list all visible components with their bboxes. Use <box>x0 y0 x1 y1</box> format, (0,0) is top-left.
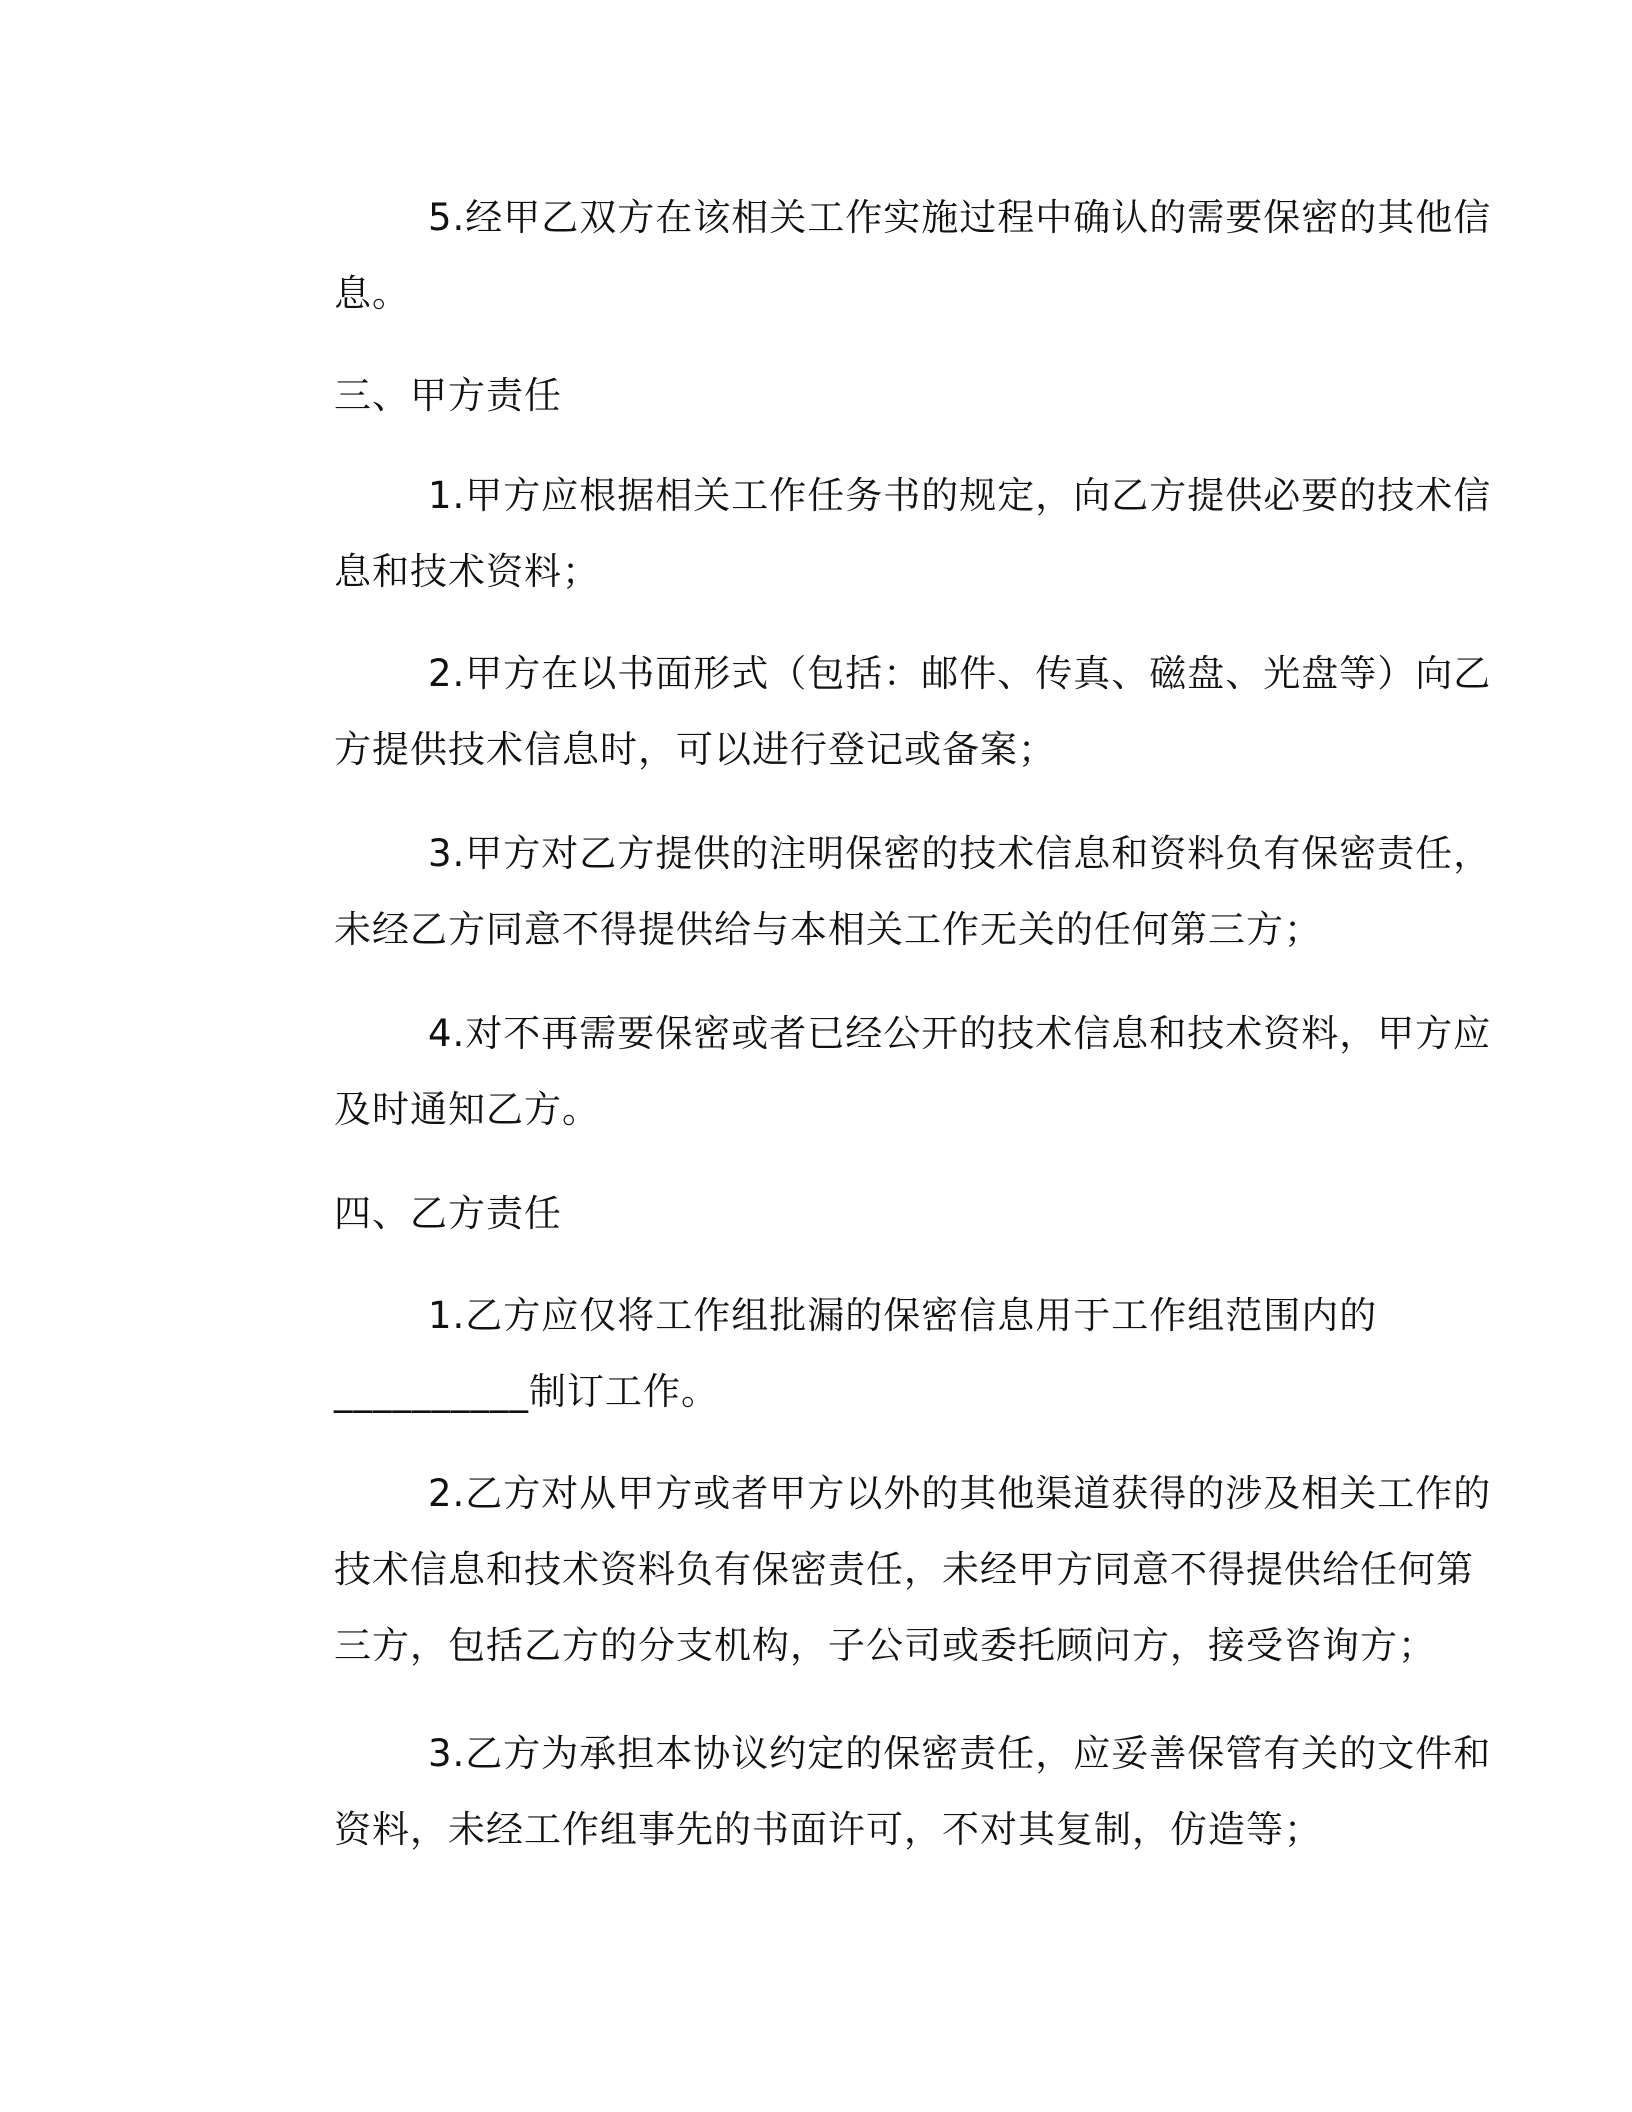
text-line: 3.乙方为承担本协议约定的保密责任，应妥善保管有关的文件和 <box>428 1732 1492 1775</box>
clause-paragraph-a2 <box>240 636 1492 788</box>
clause-paragraph-a3 <box>240 816 1492 968</box>
text-line: 息。 <box>334 272 410 315</box>
text-line: 三方，包括乙方的分支机构，子公司或委托顾问方，接受咨询方； <box>334 1624 1436 1667</box>
section-heading-party-a: 三、甲方责任 <box>334 374 562 417</box>
text-line: 2.甲方在以书面形式（包括：邮件、传真、磁盘、光盘等）向乙 <box>428 652 1492 695</box>
text-line: 方提供技术信息时，可以进行登记或备案； <box>334 728 1056 771</box>
section-heading-party-b: 四、乙方责任 <box>334 1192 562 1235</box>
text-line: 2.乙方对从甲方或者甲方以外的其他渠道获得的涉及相关工作的 <box>428 1472 1492 1515</box>
text-line: 未经乙方同意不得提供给与本相关工作无关的任何第三方； <box>334 908 1322 951</box>
text-line: 4.对不再需要保密或者已经公开的技术信息和技术资料，甲方应 <box>428 1012 1492 1055</box>
text-line: 及时通知乙方。 <box>334 1088 600 1131</box>
text-line: 3.甲方对乙方提供的注明保密的技术信息和资料负有保密责任， <box>428 832 1492 875</box>
text-line: __________制订工作。 <box>334 1370 719 1413</box>
clause-paragraph-a4 <box>240 996 1492 1148</box>
text-line: 息和技术资料； <box>334 550 600 593</box>
text-line: 技术信息和技术资料负有保密责任，未经甲方同意不得提供给任何第 <box>334 1548 1474 1591</box>
clause-paragraph-a1 <box>240 458 1492 610</box>
text-line: 1.乙方应仅将工作组批漏的保密信息用于工作组范围内的 <box>428 1294 1378 1337</box>
text-line: 5.经甲乙双方在该相关工作实施过程中确认的需要保密的其他信 <box>428 196 1492 239</box>
text-line: 资料，未经工作组事先的书面许可，不对其复制，仿造等； <box>334 1808 1322 1851</box>
text-line: 1.甲方应根据相关工作任务书的规定，向乙方提供必要的技术信 <box>428 474 1492 517</box>
clause-paragraph-5 <box>240 180 1492 332</box>
clause-paragraph-b2 <box>240 1456 1492 1684</box>
clause-paragraph-b1 <box>240 1278 1380 1430</box>
clause-paragraph-b3 <box>240 1716 1492 1868</box>
